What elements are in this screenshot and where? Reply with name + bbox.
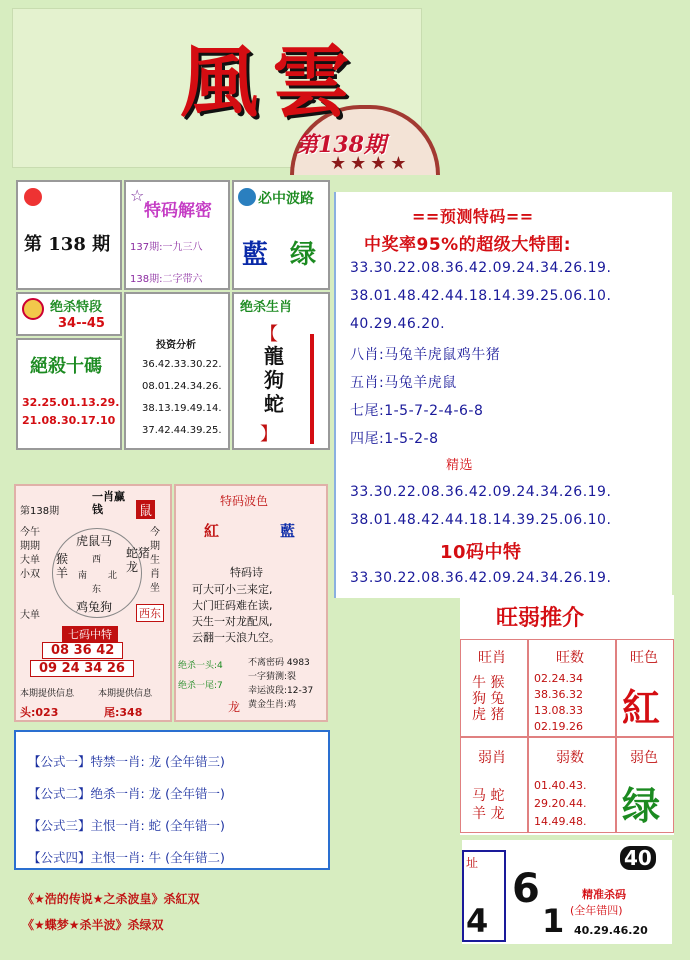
jssx-title: 绝杀生肖 [240,300,293,315]
golden-zodiac: 黄金生肖:鸡 [248,700,297,710]
poem-line: 大门旺码难在读, [192,599,273,612]
dragon-label: 龙 [228,700,241,714]
rx-row: 羊 龙 [472,806,505,822]
formula-line: 【公式四】主恨一肖: 牛 (全年错二) [28,850,225,865]
wx-row: 虎 猪 [472,707,505,723]
yixiao-dadan: 大单 [20,610,40,621]
predict-nums2: 38.01.48.42.44.18.14.39.25.06.10. [350,288,612,304]
bottom-panel [14,882,330,944]
sha-4: 4 [466,902,489,940]
wheel-left: 猴羊 [56,552,69,580]
ws-row: 38.36.32 [534,688,583,701]
bose-panel [174,484,328,722]
jiemi-line2: 138期:二字带六 [130,274,203,285]
poem-line: 云翻一天浪九空。 [192,631,280,644]
rs-row: 29.20.44. [534,797,587,810]
wx-header: 旺肖 [478,650,506,666]
wheel-right: 蛇猪龙 [126,546,151,574]
qima-row2: 09 24 34 26 [30,660,134,677]
issue-badge: 第138期 [296,132,386,158]
juesha10-panel [16,338,122,450]
bolu-panel [232,180,330,290]
predict-jingxuan: 精选 [446,458,474,473]
issue-label: 第 138 期 [24,234,111,255]
stars-decoration: ★★★★ [330,153,411,174]
rx-header: 弱肖 [478,750,506,766]
jsts-range: 34--45 [58,316,105,331]
touzi-panel [124,292,230,450]
jue-tou: 绝杀一头:4 [178,661,223,671]
touzi-row: 38.13.19.49.14. [142,403,222,414]
wei-value: 尾:348 [104,706,143,719]
wheel-south: 南 [78,571,88,581]
yixiao-panel [14,484,172,722]
formula-line: 【公式三】主恨一肖: 蛇 (全年错一) [28,818,225,833]
touzi-title: 投资分析 [156,340,196,351]
sha-title: 精准杀码 [582,888,626,901]
wc-header: 旺色 [630,650,658,666]
lantern-decoration [310,334,314,444]
qima-row1: 08 36 42 [42,642,123,659]
poem-title: 特码诗 [230,566,263,579]
touzi-rows [142,354,222,442]
sha-zhi: 址 [466,856,479,870]
predict-ten: 33.30.22.08.36.42.09.24.34.26.19. [350,570,612,586]
touzi-row: 08.01.24.34.26. [142,381,222,392]
ws-row: 13.08.33 [534,704,583,717]
lucky-range: 幸运波段:12-37 [248,686,314,696]
predict-panel [334,192,672,598]
jssx-animals: 龍狗蛇 [264,344,284,416]
predict-title: ==预测特码== [412,207,534,226]
jssx-panel [232,292,330,450]
touzi-row: 36.42.33.30.22. [142,359,222,370]
info-label-2: 本期提供信息 [98,689,153,699]
jiemi-title: 特码解密 [144,201,212,221]
juesha10-row2: 21.08.30.17.10 [22,414,116,427]
predict-eight: 八肖:马兔羊虎鼠鸡牛猪 [350,347,501,363]
wheel-north: 北 [108,571,118,581]
predict-nums3: 40.29.46.20. [350,316,446,332]
bose-header: 特码波色 [220,494,269,508]
sha-nums: 40.29.46.20 [574,924,648,937]
poem-line: 可大可小三来定, [192,583,273,596]
ws-row: 02.24.34 [534,672,583,685]
sha-1: 1 [542,902,565,940]
jsts-title: 绝杀特段 [50,300,103,315]
formula-panel [14,730,330,870]
formula-line: 【公式二】绝杀一肖: 龙 (全年错一) [28,786,225,801]
poem-body [192,582,280,646]
rs-header: 弱数 [556,750,584,766]
guess-char: 一字猜测:裂 [248,672,297,682]
info-label-1: 本期提供信息 [20,689,75,699]
predict-subtitle: 中奖率95%的超级大特围: [364,235,571,255]
wangruo-title: 旺弱推介 [496,606,585,631]
yinyang-icon [22,298,44,320]
yixiao-mouse: 鼠 [136,500,155,519]
sha-6: 6 [512,866,540,912]
ws-values [534,671,583,735]
bolu-color1: 藍 [242,240,269,270]
predict-jx2: 38.01.48.42.44.18.14.39.25.06.10. [350,512,612,528]
wheel-west: 西 [92,555,102,565]
rc-header: 弱色 [630,750,658,766]
yixiao-header: 一肖赢钱 [92,490,125,516]
rs-row: 14.49.48. [534,815,587,828]
ws-header: 旺数 [556,650,584,666]
qima-title: 七码中特 [62,626,118,642]
rc-value: 绿 [622,784,661,828]
predict-jx1: 33.30.22.08.36.42.09.24.34.26.19. [350,484,612,500]
ws-row: 02.19.26 [534,720,583,733]
yixiao-right-col: 今期生肖坐 [150,527,160,594]
issue-panel [16,180,122,290]
wheel-east: 东 [92,585,102,595]
sha-sub: (全年错四) [570,904,623,917]
wc-value: 紅 [622,686,661,730]
logo-icon [24,188,42,206]
yixiao-issue: 第138期 [20,506,60,517]
bolu-color2: 绿 [290,240,317,270]
wx-row: 狗 兔 [472,691,505,707]
page-title: 風雲 [180,37,365,128]
star-icon: ☆ [130,186,145,205]
wheel-top: 虎鼠马 [76,534,113,548]
sha-40: 40 [620,846,656,870]
jssx-bracket-top: 【 [260,324,278,345]
jsts-panel [16,292,122,336]
poem-line: 天生一对龙配凤, [192,615,273,628]
rx-values [472,787,504,823]
bolu-icon [238,188,256,206]
rx-row: 马 蛇 [472,788,505,804]
formula-line: 【公式一】特禁一肖: 龙 (全年错三) [28,754,225,769]
jiemi-line1: 137期:一九三八 [130,242,203,253]
touzi-row: 37.42.44.39.25. [142,425,222,436]
rs-values [534,777,586,831]
predict-four-tail: 四尾:1-5-2-8 [350,431,439,447]
predict-five: 五肖:马兔羊虎鼠 [350,375,457,391]
wx-row: 牛 猴 [472,675,505,691]
jssx-bracket-bottom: 】 [260,424,278,445]
sha-panel [462,840,672,944]
juesha10-title: 絕殺十碼 [30,356,102,377]
tou-value: 头:023 [20,706,59,719]
yixiao-xidong: 西东 [136,604,164,622]
predict-seven-tail: 七尾:1-5-7-2-4-6-8 [350,403,484,419]
yixiao-left-col: 今午期期大单小双 [20,527,40,580]
predict-nums1: 33.30.22.08.36.42.09.24.34.26.19. [350,260,612,276]
wangruo-panel [460,595,674,835]
jue-wei: 绝杀一尾:7 [178,681,223,691]
predict-ten-title: 10码中特 [440,542,522,563]
bose-red: 紅 [204,522,220,540]
bolu-title: 必中波路 [258,191,314,207]
secret-code: 不离密码 4983 [248,658,310,668]
rs-row: 01.40.43. [534,779,587,792]
juesha10-row1: 32.25.01.13.29. [22,396,120,409]
bottom-line1: 《★浩的传说★之杀波皇》杀紅双 [22,892,200,906]
secret-info [248,656,313,712]
bose-blue: 藍 [280,522,296,540]
wheel-bottom: 鸡兔狗 [76,600,113,614]
jiemi-panel [124,180,230,290]
bottom-line2: 《★蝶梦★杀半波》杀绿双 [22,918,164,932]
wx-values [472,675,504,723]
